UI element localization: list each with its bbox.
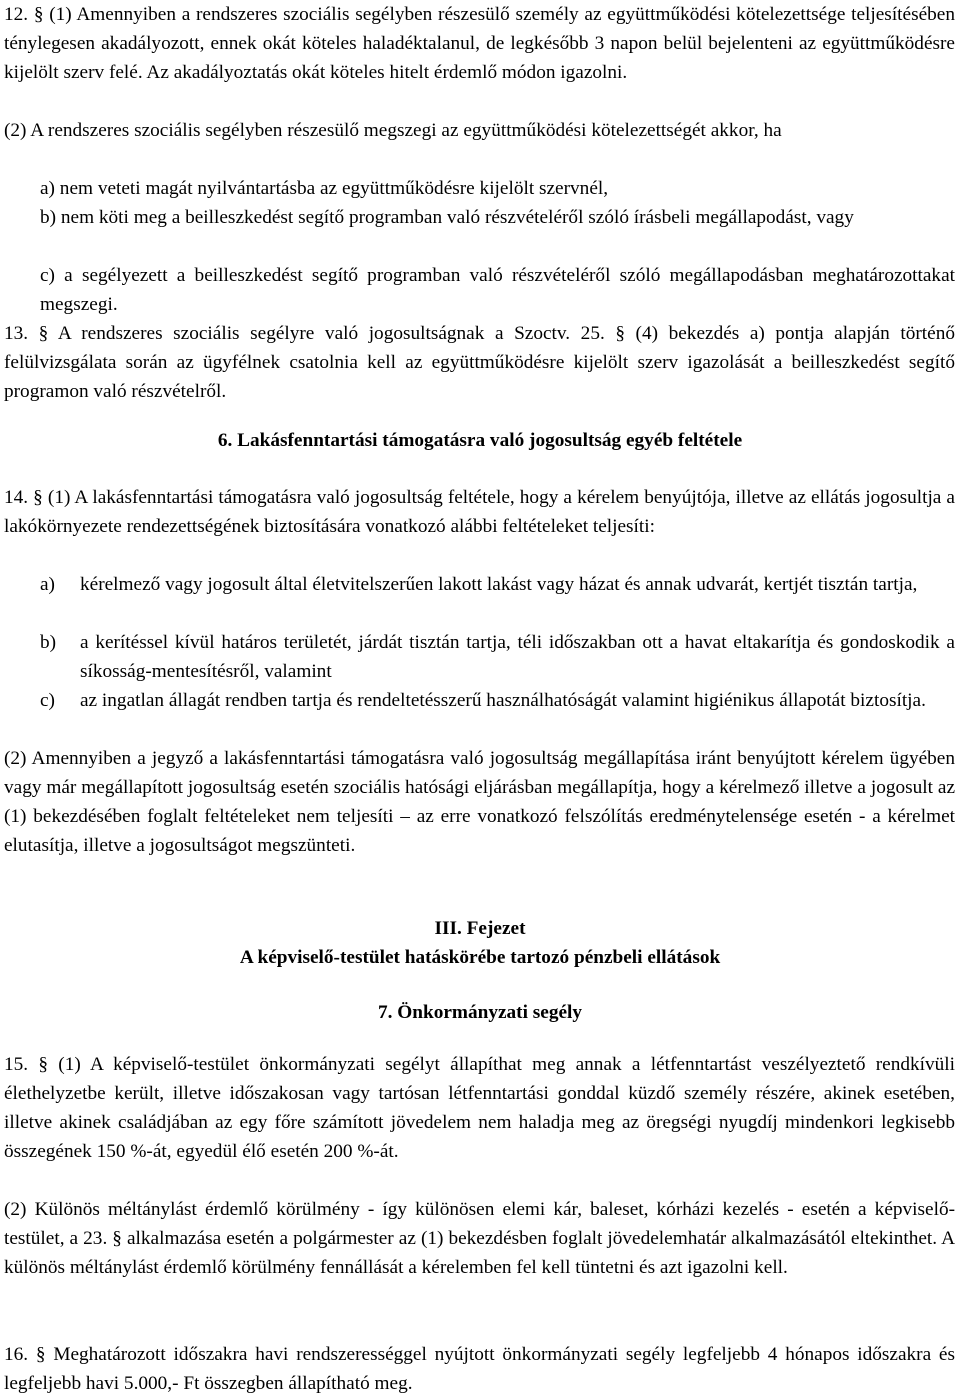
list-item-12-2-c: c) a segélyezett a beilleszkedést segítő programban való részvételéről szóló megállapodásban meghatározottakat megszegi.: [40, 265, 955, 315]
paragraph-14-1: 14. § (1) A lakásfenntartási támogatásra való jogosultság feltétele, hogy a kérelem benyújtója, illetve az ellátás jogosultja a lakókörnyezete rendezettségének biztosítására vonatkozó alábbi feltételeket teljesíti:: [4, 487, 955, 537]
paragraph-13: 13. § A rendszeres szociális segélyre való jogosultságnak a Szoctv. 25. § (4) bekezdés a) pontja alapján történő felülvizsgálata során az ügyfélnek csatolnia kell az együttműködésre kijelölt szerv igazolását a beilleszkedést segítő programon való részvételről.: [4, 323, 955, 402]
chapter-title: A képviselő-testület hatáskörébe tartozó pénzbeli ellátások: [239, 947, 721, 968]
list-item-14-c: az ingatlan állagát rendben tartja és rendeltetésszerű használhatóságát valamint higiénikus állapotát biztosítja.: [80, 690, 926, 711]
list-item-12-2-b: b) nem köti meg a beilleszkedést segítő programban való részvételéről szóló írásbeli megállapodást, vagy: [40, 207, 854, 228]
list-label-14-a: a): [40, 574, 55, 595]
paragraph-15-1: 15. § (1) A képviselő-testület önkormányzati segélyt állapíthat meg annak a létfenntartást veszélyeztető rendkívüli élethelyzetbe került, illetve időszakosan vagy tartósan létfenntartási gonddal küzdő személy részére, akinek esetében, illetve akinek családjában az egy főre számított jövedelem nem haladja meg az öregségi nyugdíj mindenkori legkisebb összegének 150 %-át, egyedül élő esetén 200 %-át.: [4, 1054, 955, 1162]
list-label-14-c: c): [40, 690, 55, 711]
paragraph-12-1: 12. § (1) Amennyiben a rendszeres szociális segélyben részesülő személy az együttműködési kötelezettsége teljesítésében ténylegesen akadályozott, ennek okát köteles haladéktalanul, de legkésőbb 3 napon belül bejelenteni az együttműködésre kijelölt szerv felé. Az akadályoztatás okát köteles hitelt érdemlő módon igazolni.: [4, 4, 955, 83]
list-item-14-a: kérelmező vagy jogosult által életvitelszerűen lakott lakást vagy házat és annak udvarát, kertjét tisztán tartja,: [80, 574, 918, 595]
list-item-14-b: a kerítéssel kívül határos területét, járdát tisztán tartja, téli időszakban ott a havat eltakarítja és gondoskodik a síkosság-mentesítésről, valamint: [80, 632, 955, 682]
paragraph-12-2: (2) A rendszeres szociális segélyben részesülő megszegi az együttműködési kötelezettségét akkor, ha: [4, 120, 782, 141]
paragraph-14-2: (2) Amennyiben a jegyző a lakásfenntartási támogatásra való jogosultság megállapítása iránt benyújtott kérelem ügyében vagy már megállapított jogosultság esetén szociális hatósági eljárásban megállapítja, hogy a kérelmező illetve a jogosult az (1) bekezdésében foglalt feltételeket nem teljesíti – az erre vonatkozó felszólítás eredménytelensége esetén - a kérelmet elutasítja, illetve a jogosultságot megszünteti.: [4, 748, 955, 856]
section-heading-7: 7. Önkormányzati segély: [377, 1002, 583, 1023]
paragraph-15-2: (2) Különös méltánylást érdemlő körülmény - így különösen elemi kár, baleset, kórházi kezelés - esetén a képviselő-testület, a 23. § alkalmazása esetén a polgármester az (1) bekezdésben foglalt jövedelemhatár alkalmazásától eltekinthet. A különös méltánylást érdemlő körülmény fennállását a kérelemben fel kell tüntetni és azt igazolni kell.: [4, 1199, 955, 1278]
list-label-14-b: b): [40, 632, 57, 653]
paragraph-16: 16. § Meghatározott időszakra havi rendszerességgel nyújtott önkormányzati segély legfeljebb 4 hónapos időszakra és legfeljebb havi 5.000,- Ft összegben állapítható meg.: [4, 1344, 955, 1394]
section-heading-6: 6. Lakásfenntartási támogatásra való jogosultság egyéb feltétele: [217, 430, 743, 451]
list-item-12-2-a: a) nem veteti magát nyilvántartásba az együttműködésre kijelölt szervnél,: [40, 178, 609, 199]
chapter-number: III. Fejezet: [434, 918, 526, 939]
